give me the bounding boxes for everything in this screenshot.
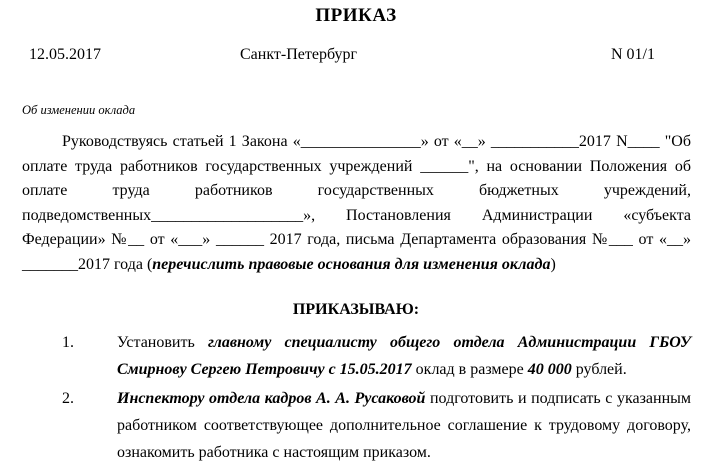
item-emphasis: Инспектору отдела кадров А. А. Русаковой	[117, 390, 426, 407]
item-number: 2.	[62, 390, 74, 407]
item-number: 1.	[62, 334, 74, 351]
item-tail: рублей.	[571, 361, 627, 378]
document-title: ПРИКАЗ	[315, 5, 397, 26]
order-city: Санкт-Петербург	[240, 46, 358, 63]
order-number: N 01/1	[611, 46, 655, 63]
item-emphasis: главному специалисту общего отдела Администрации ГБОУ Смирнову Сергею Петровичу с 15.05.2017	[117, 334, 691, 378]
preamble-text: Руководствуясь статьей 1 Закона «_______________» от «__» ___________2017 N____ "Об оплате труда работников государственных учреждений ______", на основании Положения об оплате труда работников государственных бюджетных учреждений, подведомственных___________________», Постановления Администрации «субъекта Федерации» №__ от «___» ______ 2017 года, письма Департамента образования №___ от «__» _______2017 года (	[22, 133, 691, 273]
order-date: 12.05.2017	[29, 46, 101, 63]
item-tail: подготовить и подписать с указанным работником соответствующее дополнительное соглашение к трудовому договору, ознакомить работника с настоящим приказом.	[117, 390, 691, 461]
order-heading: ПРИКАЗЫВАЮ:	[292, 301, 420, 318]
item-text	[117, 385, 691, 466]
item-middle: оклад в размере	[411, 361, 528, 378]
order-subject: Об изменении оклада	[22, 103, 136, 117]
item-text	[117, 329, 691, 383]
item-lead: Установить	[117, 334, 208, 351]
item-amount: 40 000	[527, 361, 572, 378]
preamble-paragraph	[22, 130, 691, 277]
preamble-closing: )	[550, 255, 556, 273]
preamble-emphasis: перечислить правовые основания для изменения оклада	[152, 255, 551, 273]
